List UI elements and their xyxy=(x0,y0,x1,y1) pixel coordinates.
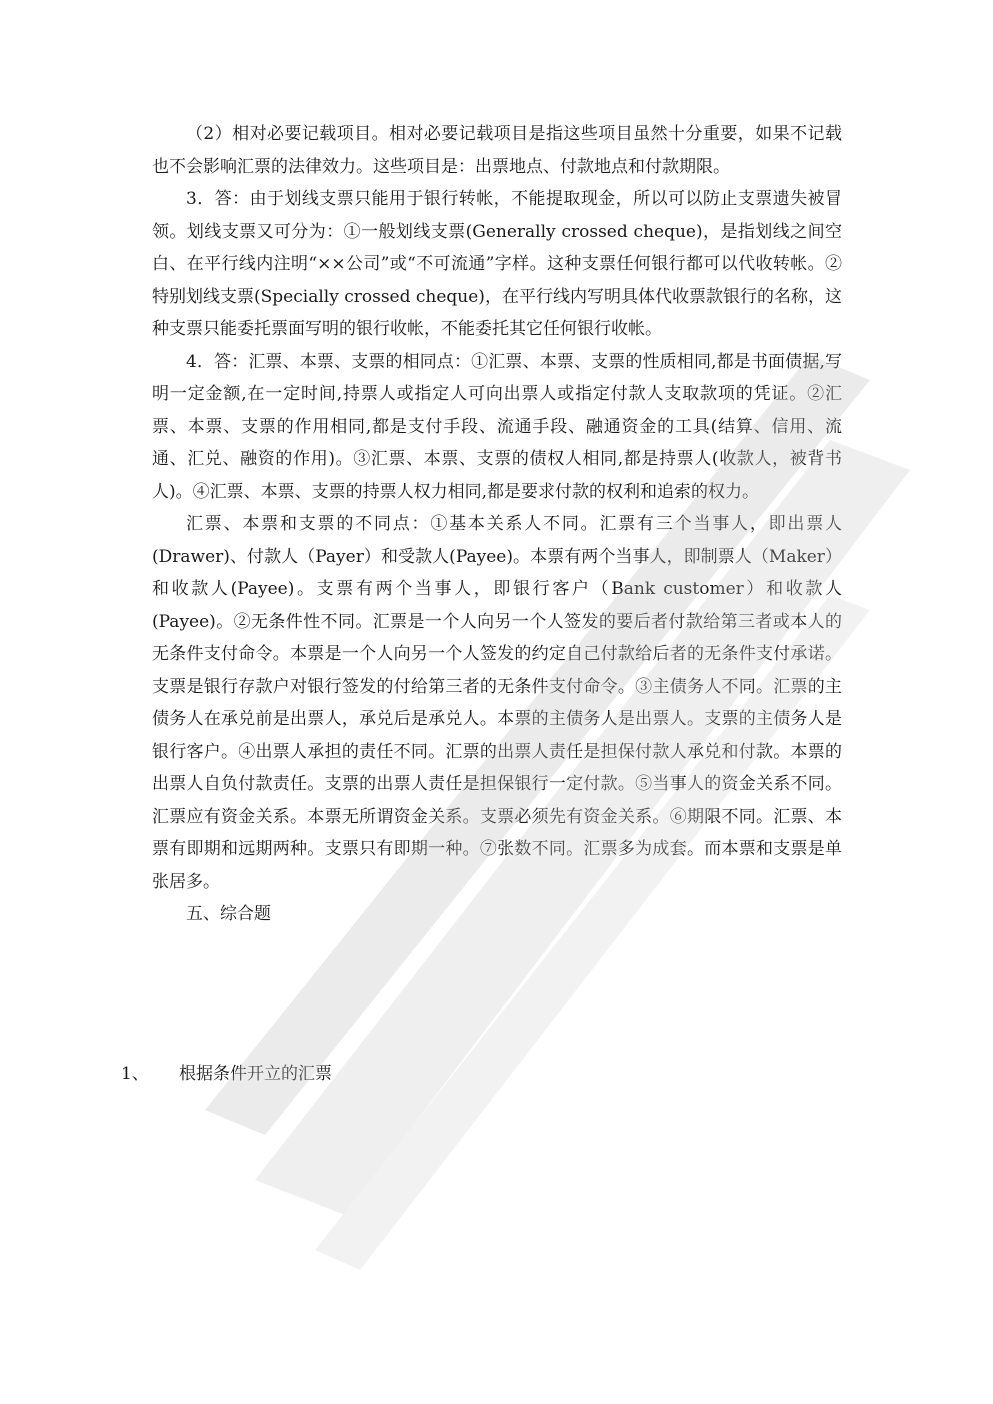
document-body xyxy=(152,118,842,931)
paragraph-differences: 汇票、本票和支票的不同点：①基本关系人不同。汇票有三个当事人，即出票人(Drawer)、付款人（Payer）和受款人(Payee)。本票有两个当事人，即制票人（Maker）和收款人(Payee)。支票有两个当事人，即银行客户（Bank customer）和收款人(Payee)。②无条件性不同。汇票是一个人向另一个人签发的要后者付款给第三者或本人的无条件支付命令。本票是一个人向另一个人签发的约定自己付款给后者的无条件支付承诺。支票是银行存款户对银行签发的付给第三者的无条件支付命令。③主债务人不同。汇票的主债务人在承兑前是出票人，承兑后是承兑人。本票的主债务人是出票人。支票的主债务人是银行客户。④出票人承担的责任不同。汇票的出票人责任是担保付款人承兑和付款。本票的出票人自负付款责任。支票的出票人责任是担保银行一定付款。⑤当事人的资金关系不同。汇票应有资金关系。本票无所谓资金关系。支票必须先有资金关系。⑥期限不同。汇票、本票有即期和远期两种。支票只有即期一种。⑦张数不同。汇票多为成套。而本票和支票是单张居多。 xyxy=(152,514,842,892)
paragraph-answer-4: 4．答：汇票、本票、支票的相同点：①汇票、本票、支票的性质相同,都是书面债据,写明一定金额,在一定时间,持票人或指定人可向出票人或指定付款人支取款项的凭证。②汇票、本票、支票的作用相同,都是支付手段、流通手段、融通资金的工具(结算、信用、流通、汇兑、融资的作用)。③汇票、本票、支票的债权人相同,都是持票人(收款人，被背书人)。④汇票、本票、支票的持票人权力相同,都是要求付款的权利和追索的权力。 xyxy=(152,351,842,502)
list-item-number: 1、 xyxy=(121,1064,149,1084)
list-item xyxy=(121,1058,332,1091)
section-heading: 五、综合题 xyxy=(186,904,271,924)
paragraph-answer-3: 3．答：由于划线支票只能用于银行转帐，不能提取现金，所以可以防止支票遗失被冒领。划线支票又可分为：①一般划线支票(Generally crossed cheque)，是指划线之间空白、在平行线内注明“××公司”或“不可流通”字样。这种支票任何银行都可以代收转帐。②特别划线支票(Specially crossed cheque)，在平行线内写明具体代收票款银行的名称，这种支票只能委托票面写明的银行收帐，不能委托其它任何银行收帐。 xyxy=(152,189,842,339)
list-item-text: 根据条件开立的汇票 xyxy=(179,1064,332,1084)
paragraph-relative-items: （2）相对必要记载项目。相对必要记载项目是指这些项目虽然十分重要，如果不记载也不会影响汇票的法律效力。这些项目是：出票地点、付款地点和付款期限。 xyxy=(152,124,842,177)
